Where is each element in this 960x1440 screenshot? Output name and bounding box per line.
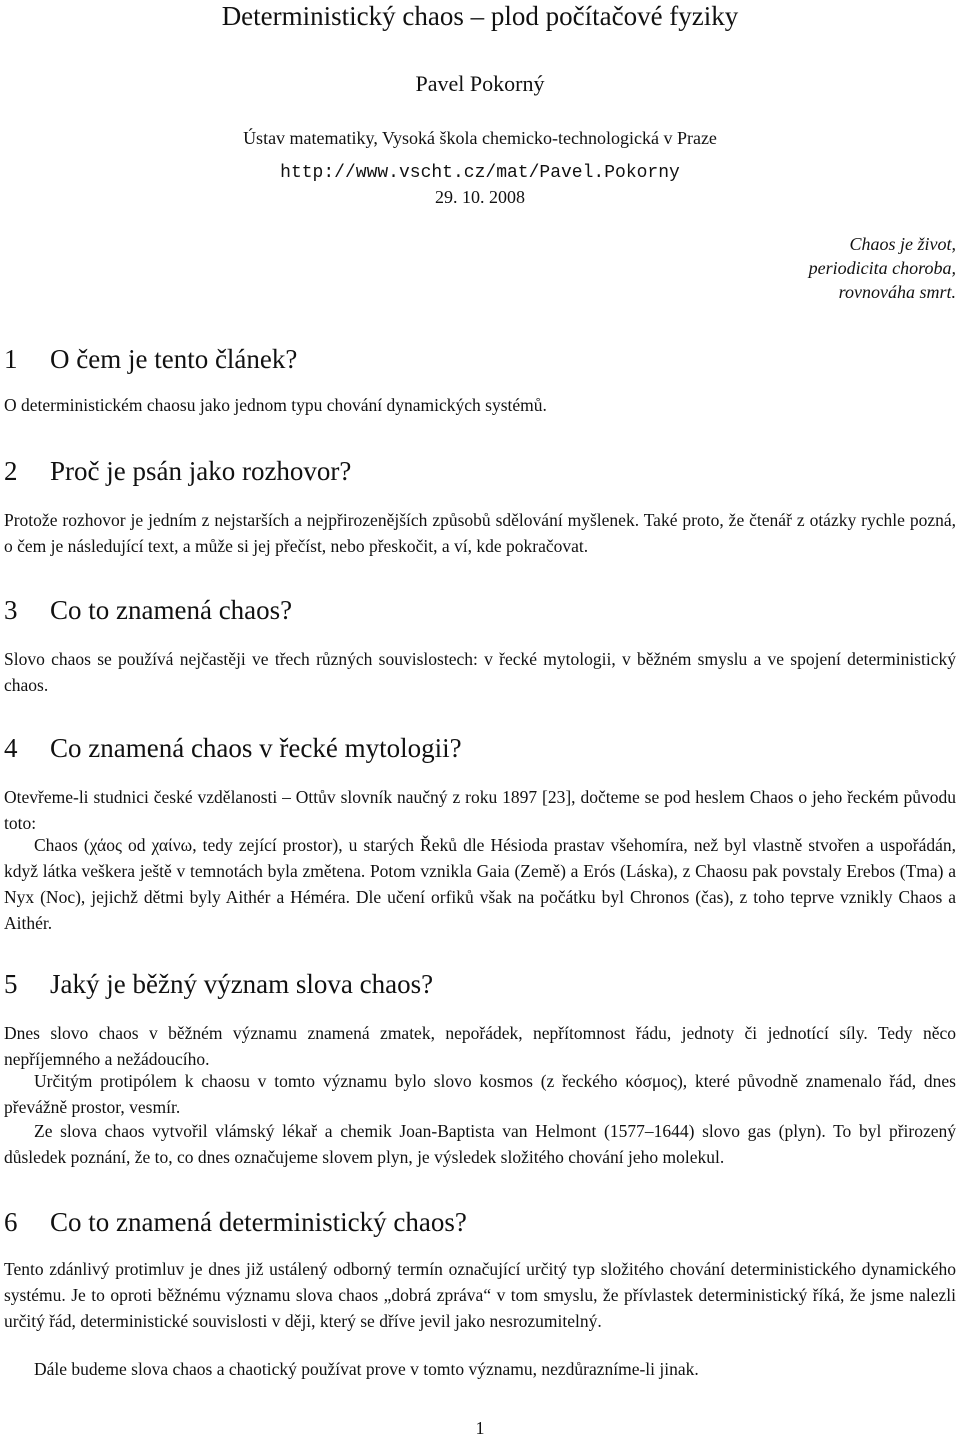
paragraph: Dále budeme slova chaos a chaotický používat prove v tomto významu, nezdůrazníme-li jinak. — [34, 1359, 699, 1379]
section-title: Jaký je běžný význam slova chaos? — [50, 969, 434, 999]
epigraph-line: rovnováha smrt. — [838, 282, 956, 302]
page-number: 1 — [475, 1418, 485, 1438]
section-number: 4 — [4, 733, 18, 763]
paragraph: Ze slova chaos vytvořil vlámský lékař a chemik Joan-Baptista van Helmont (1577–1644) slovo gas (plyn). To byl přirozený důsledek poznání, že to, co dnes označujeme slovem plyn, je výsledek složitého chování jeho molekul. — [4, 1121, 956, 1167]
section-title: Co znamená chaos v řecké mytologii? — [50, 733, 462, 763]
section-number: 3 — [4, 595, 18, 625]
section-number: 5 — [4, 969, 18, 999]
epigraph-line: Chaos je život, — [849, 234, 956, 254]
paragraph: Určitým protipólem k chaosu v tomto významu bylo slovo kosmos (z řeckého κόσμος), které původně znamenalo řád, dnes převážně prostor, vesmír. — [4, 1071, 956, 1117]
paragraph: Tento zdánlivý protimluv je dnes již ustálený odborný termín označující určitý typ složitého chování deterministického dynamického systému. Je to oproti běžnému významu slova chaos „dobrá zpráva“ v tom smyslu, že přívlastek deterministický říká, že jsme nalezli určitý řád, deterministické souvislosti v ději, který se dříve jevil jako nesrozumitelný. — [4, 1259, 956, 1331]
author-url[interactable]: http://www.vscht.cz/mat/Pavel.Pokorny — [280, 163, 680, 183]
section-heading-3 — [4, 594, 292, 626]
paragraph: Dnes slovo chaos v běžném významu znamená zmatek, nepořádek, nepřítomnost řádu, jednoty či jednotící síly. Tedy něco nepříjemného a nežádoucího. — [4, 1023, 956, 1069]
section-number: 6 — [4, 1207, 18, 1237]
paragraph: Slovo chaos se používá nejčastěji ve třech různých souvislostech: v řecké mytologii, v běžném smyslu a ve spojení deterministický chaos. — [4, 649, 956, 695]
paper-date: 29. 10. 2008 — [435, 187, 525, 207]
paper-title: Deterministický chaos – plod počítačové fyziky — [221, 1, 739, 31]
section-title: Co to znamená chaos? — [50, 595, 293, 625]
section-heading-6 — [4, 1206, 467, 1238]
section-number: 1 — [4, 344, 18, 374]
section-heading-4 — [4, 732, 462, 764]
section-heading-1 — [4, 343, 297, 375]
paragraph: Otevřeme-li studnici české vzdělanosti – Ottův slovník naučný z roku 1897 [23], dočteme se pod heslem Chaos o jeho řeckém původu toto: — [4, 787, 956, 833]
section-number: 2 — [4, 456, 18, 486]
epigraph-line: periodicita choroba, — [808, 258, 956, 278]
section-heading-5 — [4, 968, 433, 1000]
affiliation: Ústav matematiky, Vysoká škola chemicko-technologická v Praze — [243, 128, 717, 148]
section-title: Proč je psán jako rozhovor? — [50, 456, 352, 486]
epigraph — [809, 232, 956, 304]
section-title: O čem je tento článek? — [50, 344, 298, 374]
section-title: Co to znamená deterministický chaos? — [50, 1207, 467, 1237]
paragraph: O deterministickém chaosu jako jednom typu chování dynamických systémů. — [4, 395, 547, 415]
quoted-paragraph: Chaos (χάος od χαίνω, tedy zející prostor), u starých Řeků dle Hésioda prastav všehomíra, než byl vlastně stvořen a uspořádán, když látka veškera ještě v temnotách byla změtena. Potom vznikla Gaia (Země) a Erós (Láska), z Chaosu pak povstaly Erebos (Tma) a Nyx (Noc), jejichž dětmi byly Aithér a Héméra. Dle učení orfiků však na počátku byl Chronos (čas), z toho teprve vznikly Chaos a Aithér. — [4, 835, 956, 933]
author-name: Pavel Pokorný — [415, 71, 545, 96]
section-heading-2 — [4, 455, 351, 487]
paragraph: Protože rozhovor je jedním z nejstarších a nejpřirozenějších způsobů sdělování myšlenek. Také proto, že čtenář z otázky rychle pozná, o čem je následující text, a může si jej přečíst, nebo přeskočit, a ví, kde pokračovat. — [4, 510, 956, 556]
